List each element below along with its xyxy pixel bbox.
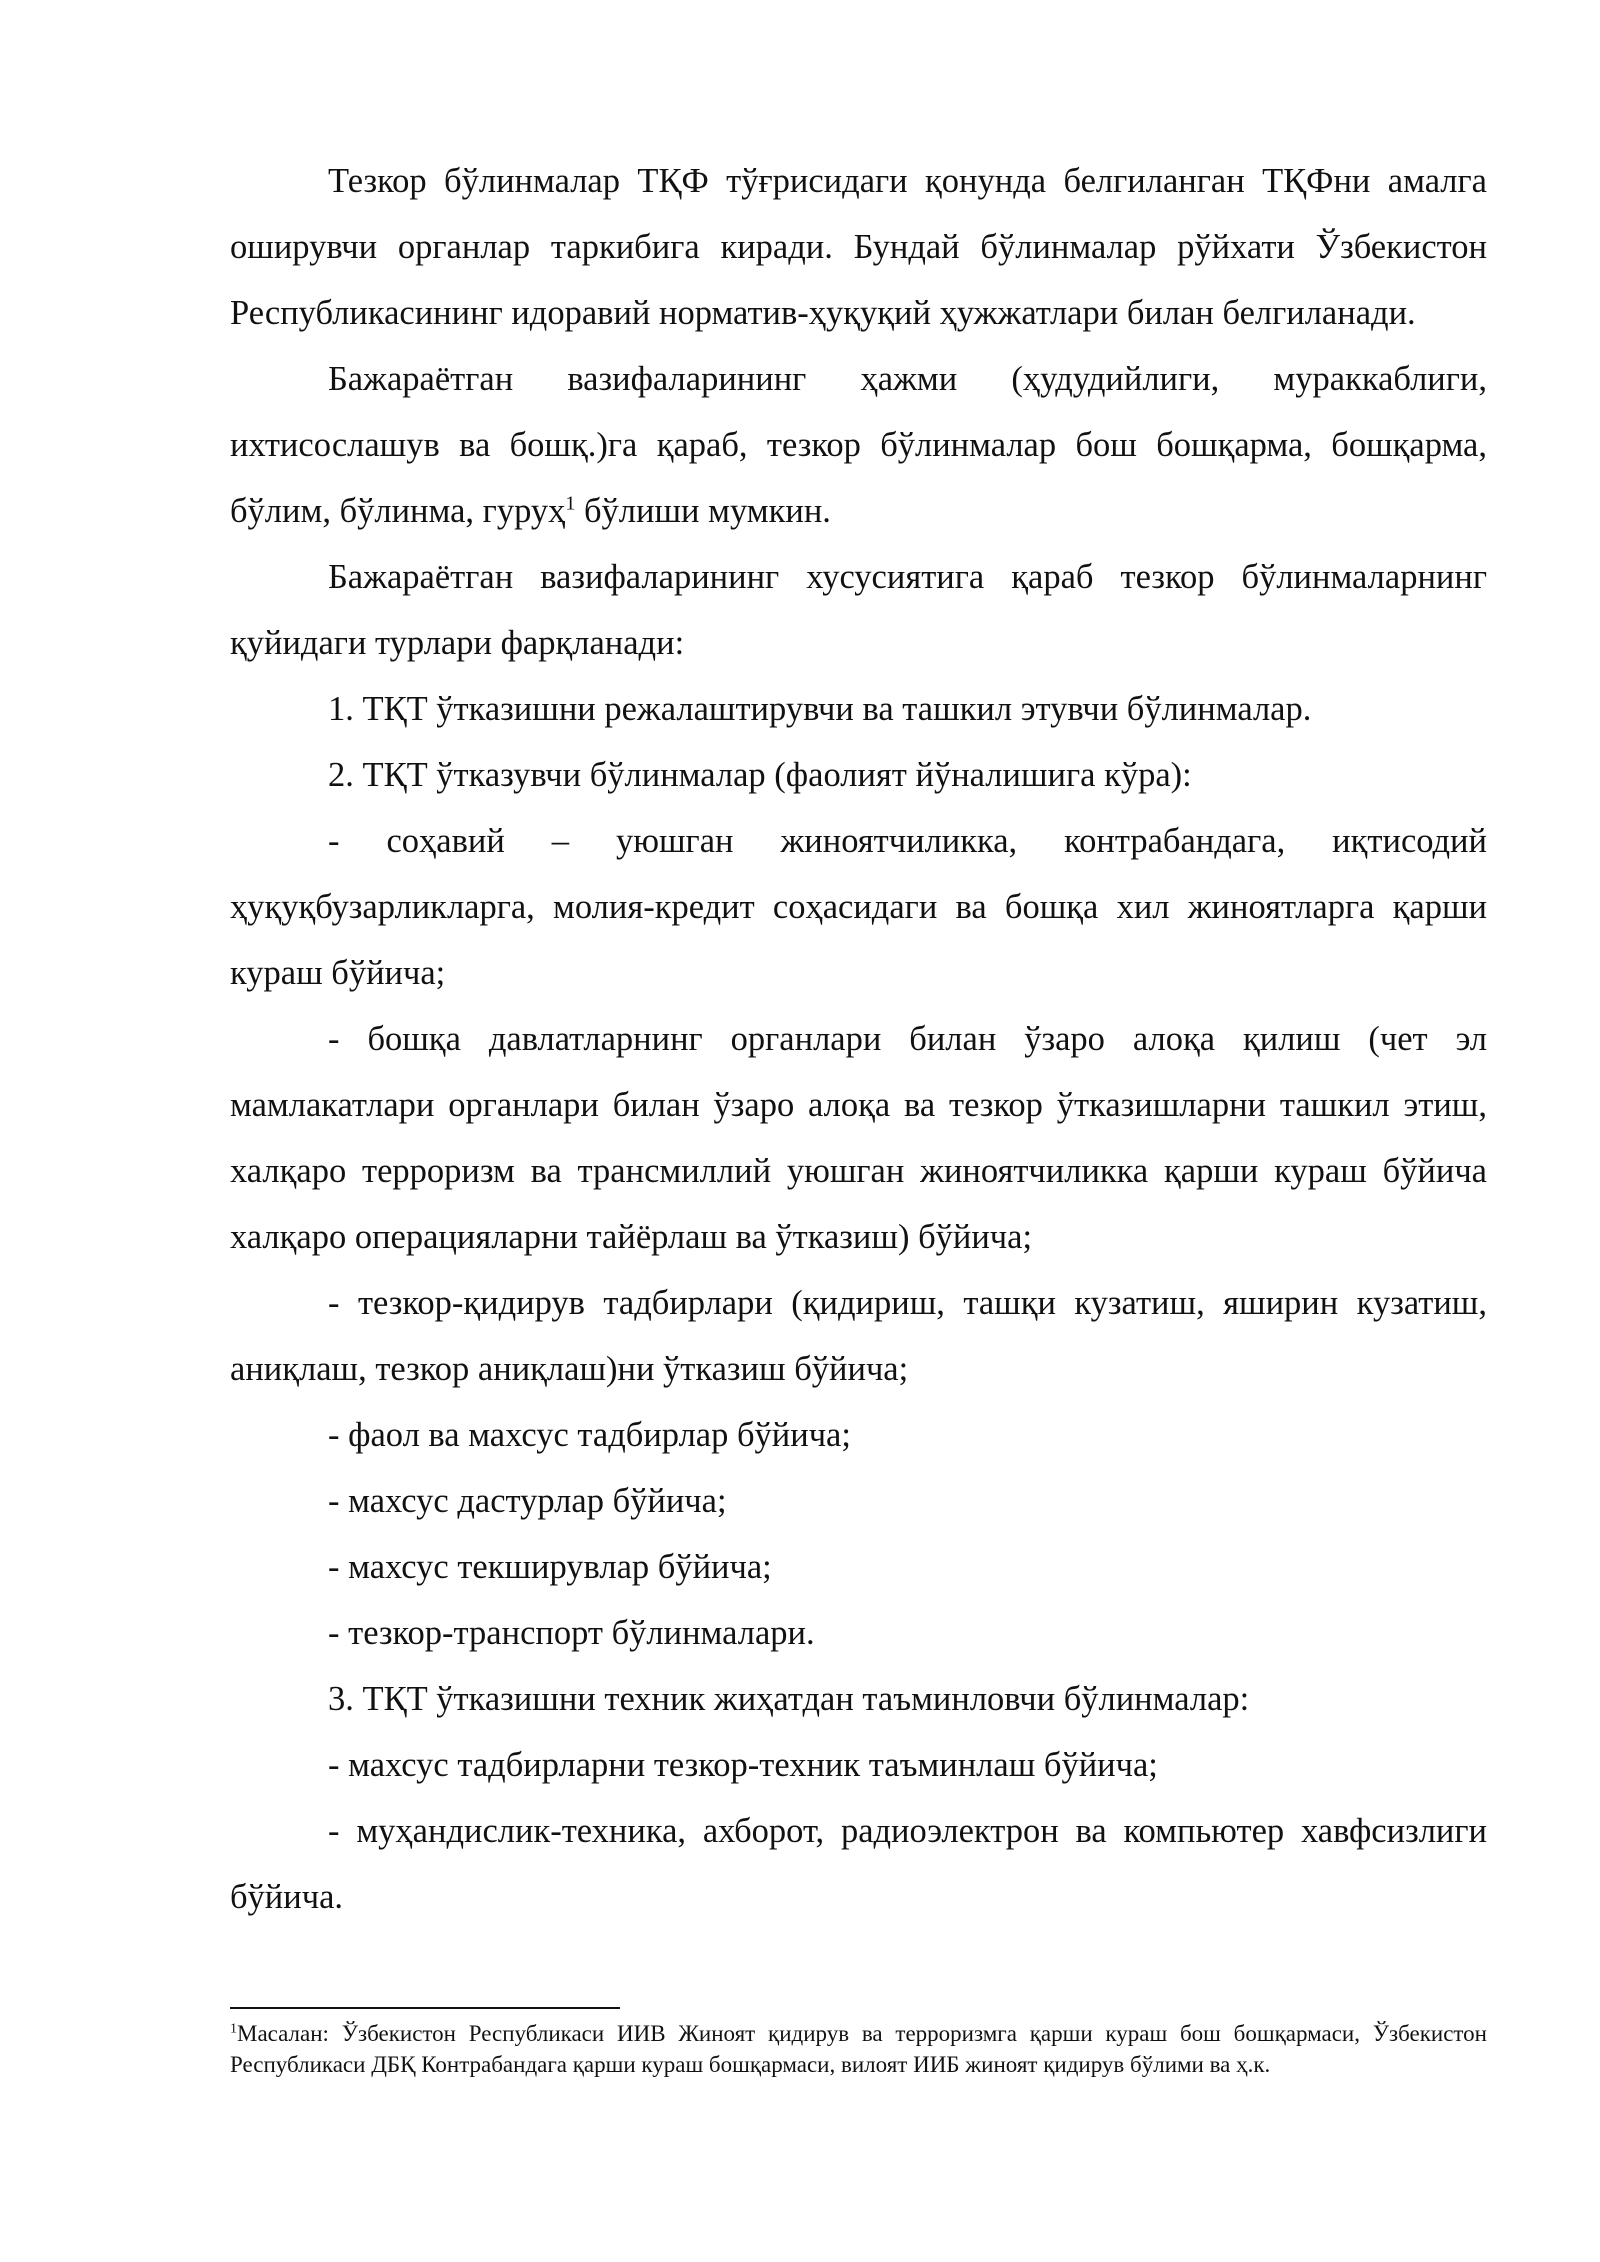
paragraph-1: Тезкор бўлинмалар ТҚФ тўғрисидаги қонунда белгиланган ТҚФни амалга оширувчи органлар таркибига киради. Бундай бўлинмалар рўйхати Ўзбекистон Республикасининг идоравий норматив-ҳуқуқий ҳужжатлари билан белгиланади. [230,162,1487,332]
footnote-text: Масалан: Ўзбекистон Республикаси ИИВ Жиноят қидирув ва терроризмга қарши кураш бош бошқармаси, Ўзбекистон Республикаси ДБҚ Контрабандага қарши кураш бошқармаси, вилоят ИИБ жиноят қидирув бўлими ва ҳ.к. [230,2021,1487,2077]
paragraph-2-text: Бажараётган вазифаларининг ҳажми (ҳудудийлиги, мураккаблиги, ихтисослашув ва бошқ.)га қараб, тезкор бўлинмалар бош бошқарма, бошқарма, бўлим, бўлинма, гуруҳ [230,360,1487,530]
footnote-reference[interactable]: 1 [565,492,576,515]
paragraph-2 [230,346,1487,544]
paragraph-2-text-end: бўлиши мумкин. [575,492,831,530]
sub-item-foreign-cooperation: - бошқа давлатларнинг органлари билан ўзаро алоқа қилиш (чет эл мамлакатлари органлари билан ўзаро алоқа ва тезкор ўтказишларни ташкил этиш, халқаро терроризм ва трансмиллий уюшган жиноятчиликка қарши кураш бўйича халқаро операцияларни тайёрлаш ва ўтказиш) бўйича; [230,1020,1487,1256]
paragraph-3: Бажараётган вазифаларининг хусусиятига қараб тезкор бўлинмаларнинг қуйидаги турлари фарқланади: [230,558,1487,662]
footnote-separator [230,2007,620,2009]
sub-item-active-measures: - фаол ва махсус тадбирлар бўйича; [328,1416,851,1454]
sub-item-sectoral: - соҳавий – уюшган жиноятчиликка, контрабандага, иқтисодий ҳуқуқбузарликларга, молия-кредит соҳасидаги ва бошқа хил жиноятларга қарши кураш бўйича; [230,822,1487,992]
footnote-marker: 1 [230,2021,237,2037]
sub-item-technical-support: - махсус тадбирларни тезкор-техник таъминлаш бўйича; [328,1746,1158,1784]
list-item-3: 3. ТҚТ ўтказишни техник жиҳатдан таъминловчи бўлинмалар: [328,1680,1250,1718]
sub-item-special-programs: - махсус дастурлар бўйича; [328,1482,727,1520]
footnote [230,2018,1487,2080]
sub-item-special-checks: - махсус текширувлар бўйича; [328,1548,772,1586]
list-item-2: 2. ТҚТ ўтказувчи бўлинмалар (фаолият йўналишига кўра): [328,756,1192,794]
sub-item-operative-search: - тезкор-қидирув тадбирлари (қидириш, ташқи кузатиш, яширин кузатиш, аниқлаш, тезкор аниқлаш)ни ўтказиш бўйича; [230,1284,1487,1388]
list-item-1: 1. ТҚТ ўтказишни режалаштирувчи ва ташкил этувчи бўлинмалар. [328,690,1312,728]
body-text [230,148,1487,1930]
sub-item-transport-units: - тезкор-транспорт бўлинмалари. [328,1614,815,1652]
sub-item-engineering-security: - муҳандислик-техника, ахборот, радиоэлектрон ва компьютер хавфсизлиги бўйича. [230,1812,1487,1916]
